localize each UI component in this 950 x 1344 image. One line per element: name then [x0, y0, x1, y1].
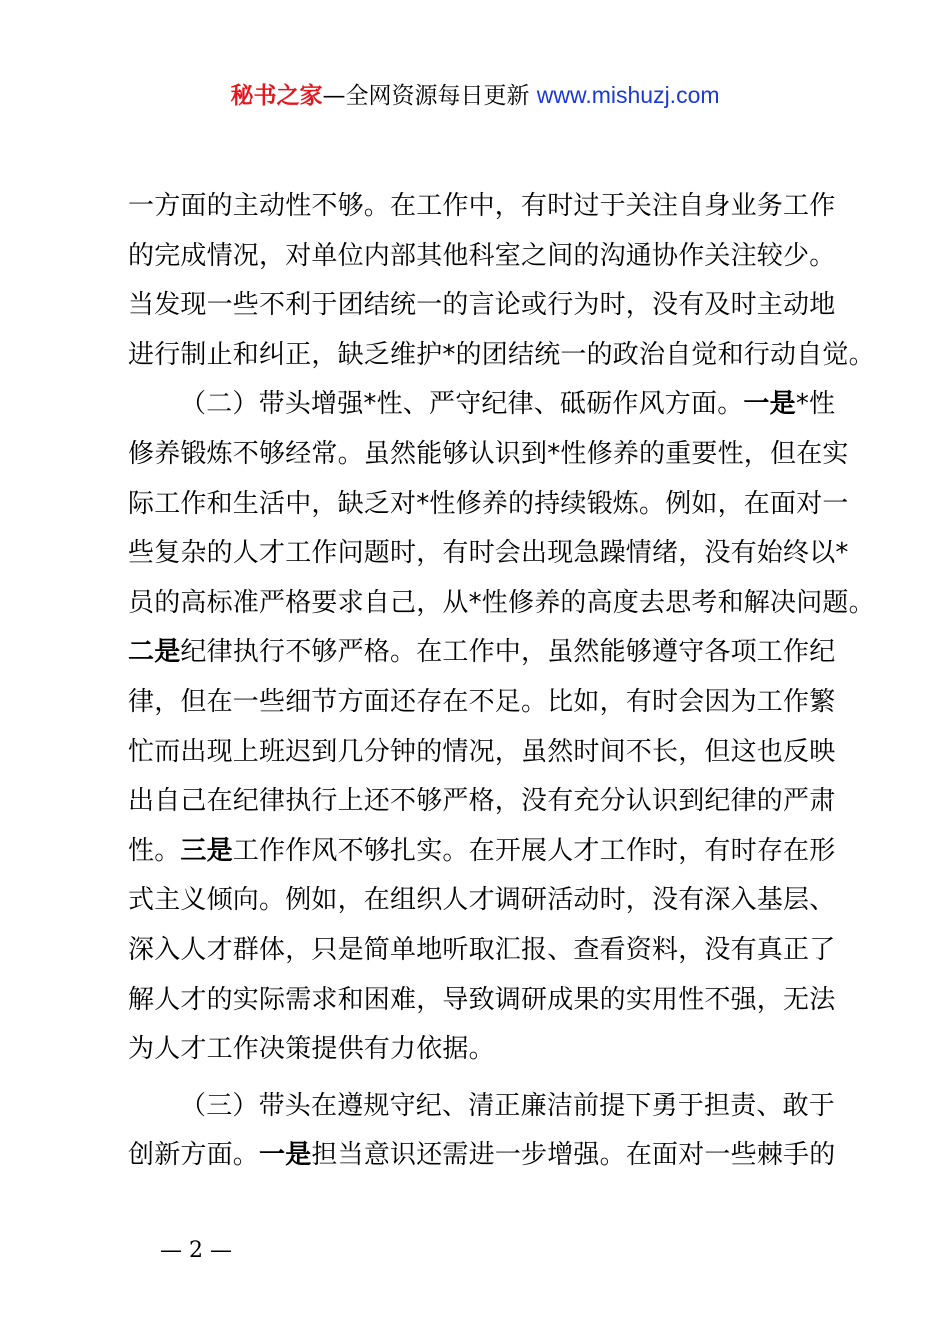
point-marker-one: 一是	[259, 1140, 312, 1171]
text-line-content: 的完成情况，对单位内部其他科室之间的沟通协作关注较少。	[128, 240, 836, 271]
text-line-content: 深入人才群体，只是简单地听取汇报、查看资料，没有真正了	[128, 934, 836, 965]
text-line-content: 担当意识还需进一步增强。在面对一些棘手的	[311, 1140, 836, 1171]
section-three-heading: （三）带头在遵规守纪、清正廉洁前提下勇于担责、敢于	[180, 1090, 836, 1121]
page-number: — 2 —	[160, 1238, 232, 1263]
text-line	[128, 876, 840, 926]
text-line	[128, 976, 840, 1026]
text-line	[128, 926, 840, 976]
point-marker-two: 二是	[128, 637, 181, 668]
text-line	[128, 182, 840, 232]
text-line	[128, 1131, 840, 1181]
text-line-content: *性	[795, 389, 836, 420]
text-line	[128, 678, 840, 728]
text-line-content: 些复杂的人才工作问题时，有时会出现急躁情绪，没有始终以*	[128, 538, 849, 569]
text-line-content: 进行制止和纠正，缺乏维护*的团结统一的政治自觉和行动自觉。	[128, 339, 875, 370]
text-line	[128, 579, 875, 629]
text-line-content: 一方面的主动性不够。在工作中，有时过于关注自身业务工作	[128, 191, 836, 221]
text-line	[128, 728, 840, 778]
text-line	[128, 777, 840, 827]
text-line-content: 际工作和生活中，缺乏对*性修养的持续锻炼。例如，在面对一	[128, 488, 849, 519]
text-line-content: 为人才工作决策提供有力依据。	[128, 1034, 495, 1065]
text-line-content: 式主义倾向。例如，在组织人才调研活动时，没有深入基层、	[128, 885, 836, 916]
text-line	[128, 331, 875, 381]
site-header	[0, 78, 950, 113]
site-url-link[interactable]: www.mishuzj.com	[536, 82, 720, 108]
text-line-content: 创新方面。	[128, 1140, 260, 1171]
site-tagline: —全网资源每日更新	[322, 83, 537, 109]
text-line-content: 员的高标准严格要求自己，从*性修养的高度去思考和解决问题。	[128, 587, 875, 618]
document-body	[128, 182, 875, 1181]
text-line-content: 性。	[128, 835, 181, 866]
text-line-content: 当发现一些不利于团结统一的言论或行为时，没有及时主动地	[128, 290, 836, 321]
section-two-heading-line	[128, 380, 840, 430]
site-brand: 秘书之家	[230, 83, 323, 109]
text-line	[128, 529, 849, 579]
text-line	[128, 1025, 840, 1075]
text-line	[128, 827, 840, 877]
text-line-content: 忙而出现上班迟到几分钟的情况，虽然时间不长，但这也反映	[128, 736, 836, 767]
text-line	[128, 281, 840, 331]
section-two-heading: （二）带头增强*性、严守纪律、砥砺作风方面。	[180, 389, 744, 420]
text-line	[128, 232, 840, 282]
text-line	[128, 430, 849, 480]
point-marker-one: 一是	[743, 389, 796, 420]
text-line	[128, 480, 849, 530]
text-line-content: 律，但在一些细节方面还存在不足。比如，有时会因为工作繁	[128, 686, 836, 717]
text-line-content: 修养锻炼不够经常。虽然能够认识到*性修养的重要性，但在实	[128, 438, 849, 469]
point-marker-three: 三是	[180, 835, 233, 866]
section-three-heading-line	[128, 1082, 840, 1132]
text-line-content: 解人才的实际需求和困难，导致调研成果的实用性不强，无法	[128, 984, 836, 1015]
text-line-content: 出自己在纪律执行上还不够严格，没有充分认识到纪律的严肃	[128, 786, 836, 817]
text-line-content: 纪律执行不够严格。在工作中，虽然能够遵守各项工作纪	[180, 637, 836, 668]
text-line	[128, 628, 840, 678]
text-line-content: 工作作风不够扎实。在开展人才工作时，有时存在形	[232, 835, 836, 866]
